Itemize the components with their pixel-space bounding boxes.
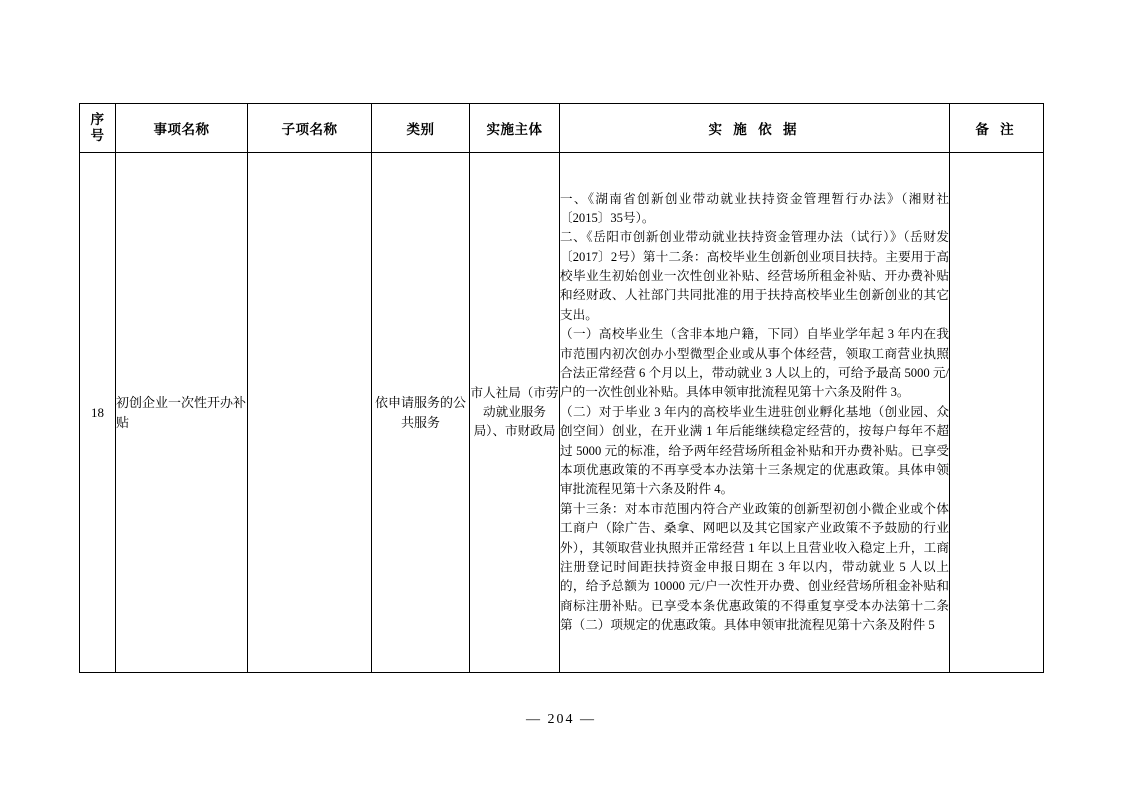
header-item-name: 事项名称: [116, 104, 248, 153]
table-header-row: [80, 104, 1044, 153]
header-remark: 备 注: [950, 104, 1044, 153]
cell-sub-item-name: [248, 153, 372, 673]
header-sub-item-name: 子项名称: [248, 104, 372, 153]
cell-implementing-subject: 市人社局（市劳动就业服务局）、市财政局: [470, 153, 560, 673]
cell-seq: 18: [80, 153, 116, 673]
basis-paragraph: （一）高校毕业生（含非本地户籍，下同）自毕业学年起 3 年内在我市范围内初次创办小型微型企业或从事个体经营，领取工商营业执照合法正常经营 6 个月以上，带动就业 3 人以上的，可给予最高 5000 元/户的一次性创业补贴。具体申领审批流程见第十六条及附件 3。: [560, 327, 949, 400]
header-seq-line2: 号: [90, 128, 105, 143]
header-seq-line1: 序: [90, 112, 105, 128]
cell-implementation-basis: [560, 153, 950, 673]
cell-category: 依申请服务的公共服务: [372, 153, 470, 673]
table-row: [80, 153, 1044, 673]
cell-item-name: 初创企业一次性开办补贴: [116, 153, 248, 673]
header-category: 类别: [372, 104, 470, 153]
service-items-table: [79, 103, 1044, 673]
basis-paragraphs: [560, 190, 949, 636]
page-number: — 204 —: [526, 712, 596, 727]
header-implementing-subject: 实施主体: [470, 104, 560, 153]
basis-paragraph: 一、《湖南省创新创业带动就业扶持资金管理暂行办法》（湘财社〔2015〕35号）。: [560, 191, 949, 225]
header-seq: [80, 104, 116, 153]
cell-remark: [950, 153, 1044, 673]
basis-paragraph: （二）对于毕业 3 年内的高校毕业生进驻创业孵化基地（创业园、众创空间）创业，在开业满 1 年后能继续稳定经营的，按每户每年不超过 5000 元的标准，给予两年经营场所租金补贴和开办费补贴。已享受本项优惠政策的不再享受本办法第十三条规定的优惠政策。具体申领审批流程见第十六条及附件 4。: [560, 404, 949, 497]
header-implementation-basis: 实 施 依 据: [560, 104, 950, 153]
basis-paragraph: 二、《岳阳市创新创业带动就业扶持资金管理办法（试行）》（岳财发〔2017〕2号）第十二条：高校毕业生创新创业项目扶持。主要用于高校毕业生初始创业一次性创业补贴、经营场所租金补贴、开办费补贴和经财政、人社部门共同批准的用于扶持高校毕业生创新创业的其它支出。: [560, 230, 949, 322]
service-items-table-wrapper: [79, 103, 1043, 673]
basis-paragraph: 第十三条：对本市范围内符合产业政策的创新型初创小微企业或个体工商户（除广告、桑拿、网吧以及其它国家产业政策不予鼓励的行业外），其领取营业执照并正常经营 1 年以上且营业收入稳定上升，工商注册登记时间距扶持资金申报日期在 3 年以内，带动就业 5 人以上的，给予总额为 10000 元/户一次性开办费、创业经营场所租金补贴和商标注册补贴。已享受本条优惠政策的不得重复享受本办法第十二条第（二）项规定的优惠政策。具体申领审批流程见第十六条及附件 5: [560, 501, 949, 633]
